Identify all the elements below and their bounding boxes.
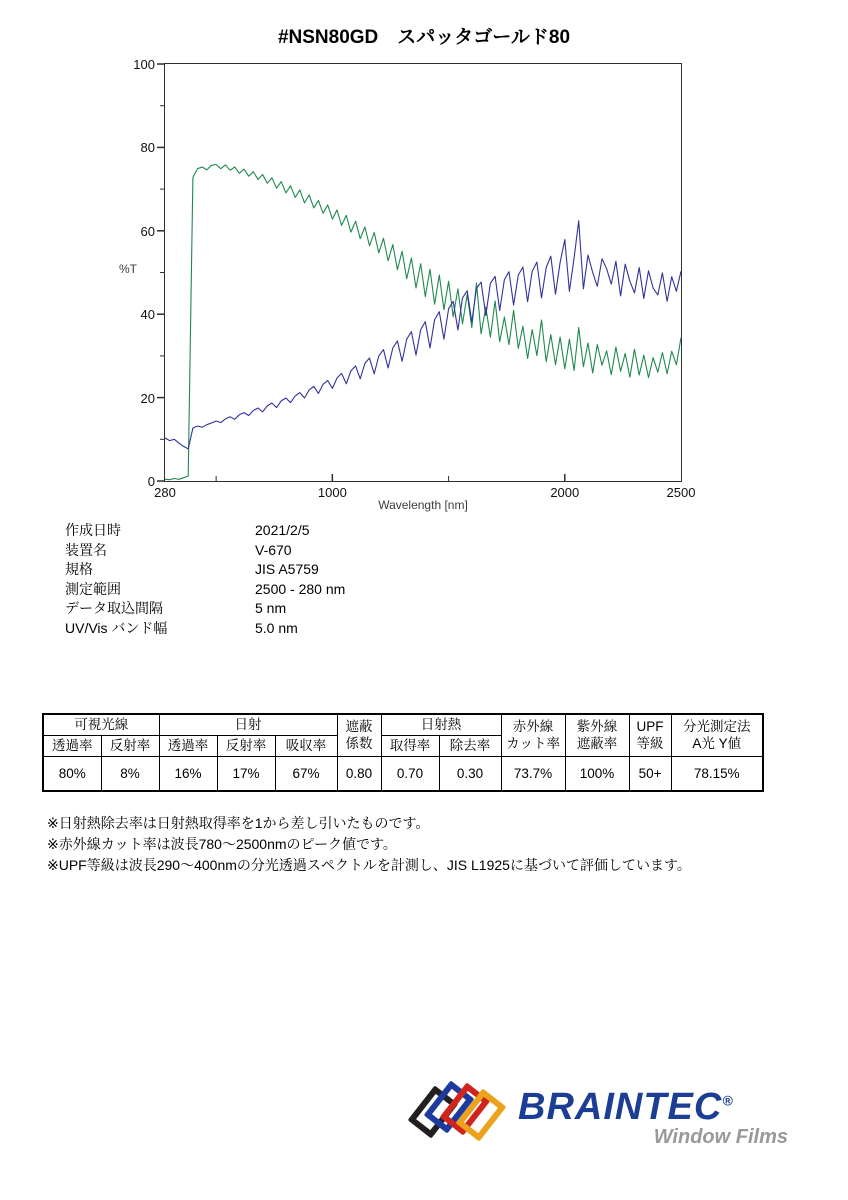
table-group-header: 日射熱 — [381, 714, 501, 735]
chart-canvas — [165, 64, 681, 481]
metadata-row — [65, 560, 345, 580]
page-title: #NSN80GD スパッタゴールド80 — [277, 27, 571, 48]
y-axis-title: %T — [119, 262, 137, 276]
metadata-value: V-670 — [255, 541, 292, 558]
x-tick-label: 280 — [154, 485, 176, 500]
table-subheader: 取得率 — [381, 735, 439, 756]
y-tick-label: 40 — [140, 307, 155, 323]
table-group-header: 日射 — [159, 714, 337, 735]
registered-mark: ® — [722, 1092, 734, 1109]
series-transmittance-green — [165, 165, 681, 480]
footnotes-block — [47, 813, 691, 876]
metadata-label: 作成日時 — [65, 522, 121, 538]
metadata-row — [65, 541, 345, 561]
metadata-value: JIS A5759 — [255, 561, 319, 577]
metadata-row — [65, 580, 345, 600]
table-body — [43, 756, 763, 791]
footnote-line: ※赤外線カット率は波長780～2500nmのピーク値です。 — [47, 836, 397, 852]
x-tick-label: 2000 — [550, 485, 580, 500]
table-group-header: 紫外線 遮蔽率 — [565, 714, 629, 756]
table-subheader: 除去率 — [439, 735, 501, 756]
y-tick-label: 60 — [140, 223, 155, 239]
metadata-row — [65, 599, 345, 619]
table-value-cell: 100% — [565, 756, 629, 791]
table-value-cell: 0.30 — [439, 756, 501, 791]
brand-tagline: Window Films — [653, 1126, 788, 1148]
table-group-header: 可視光線 — [43, 714, 159, 735]
table-value-cell: 16% — [159, 756, 217, 791]
table-subheader: 透過率 — [43, 735, 101, 756]
table-value-cell: 0.80 — [337, 756, 381, 791]
x-tick-label: 1000 — [317, 485, 347, 500]
metadata-value: 2500 - 280 nm — [255, 580, 346, 597]
y-tick-label: 80 — [140, 140, 155, 156]
metadata-label: 装置名 — [65, 541, 107, 558]
metadata-value: 2021/2/5 — [255, 522, 310, 538]
table-group-header: UPF 等級 — [629, 714, 671, 756]
metadata-block — [65, 521, 345, 638]
table-subheader: 吸収率 — [275, 735, 337, 756]
y-tick-label: 20 — [140, 390, 155, 406]
footnote-line: ※UPF等級は波長290～400nmの分光透過スペクトルを計測し、JIS L1925に基づいて評価しています。 — [47, 857, 691, 873]
table-group-header: 遮蔽 係数 — [337, 714, 381, 756]
y-tick-label: 100 — [133, 57, 155, 72]
table-value-row — [43, 756, 763, 791]
table-value-cell: 17% — [217, 756, 275, 791]
results-table — [42, 713, 764, 792]
spectrum-chart — [119, 57, 696, 512]
metadata-label: 規格 — [65, 561, 93, 577]
table-value-cell: 0.70 — [381, 756, 439, 791]
x-tick-label: 2500 — [666, 485, 696, 500]
x-axis-title: Wavelength [nm] — [378, 498, 468, 512]
y-tick-label: 0 — [147, 474, 155, 489]
table-group-header: 赤外線 カット率 — [501, 714, 565, 756]
metadata-row — [65, 521, 345, 541]
table-subheader: 透過率 — [159, 735, 217, 756]
metadata-label: 測定範囲 — [65, 580, 121, 597]
metadata-label: データ取込間隔 — [65, 600, 163, 616]
table-value-cell: 8% — [101, 756, 159, 791]
table-value-cell: 50+ — [629, 756, 671, 791]
table-value-cell: 78.15% — [671, 756, 763, 791]
brand-text: BRAINTEC — [518, 1086, 723, 1128]
table-value-cell: 67% — [275, 756, 337, 791]
metadata-value: 5 nm — [255, 600, 287, 616]
metadata-value: 5.0 nm — [255, 619, 298, 636]
footnote-line: ※日射熱除去率は日射熱取得率を1から差し引いたものです。 — [47, 815, 430, 831]
table-subheader: 反射率 — [217, 735, 275, 756]
table-group-header: 分光測定法 A光 Y値 — [671, 714, 763, 756]
table-head — [43, 714, 763, 756]
metadata-row — [65, 619, 345, 639]
table-value-cell: 80% — [43, 756, 101, 791]
table-group-header-row — [43, 714, 763, 735]
metadata-label: UV/Vis バンド幅 — [65, 619, 168, 636]
series-reflectance-blue — [165, 221, 681, 449]
braintec-logo — [418, 1080, 808, 1176]
table-value-cell: 73.7% — [501, 756, 565, 791]
table-subheader: 反射率 — [101, 735, 159, 756]
brand-name — [518, 1088, 734, 1126]
